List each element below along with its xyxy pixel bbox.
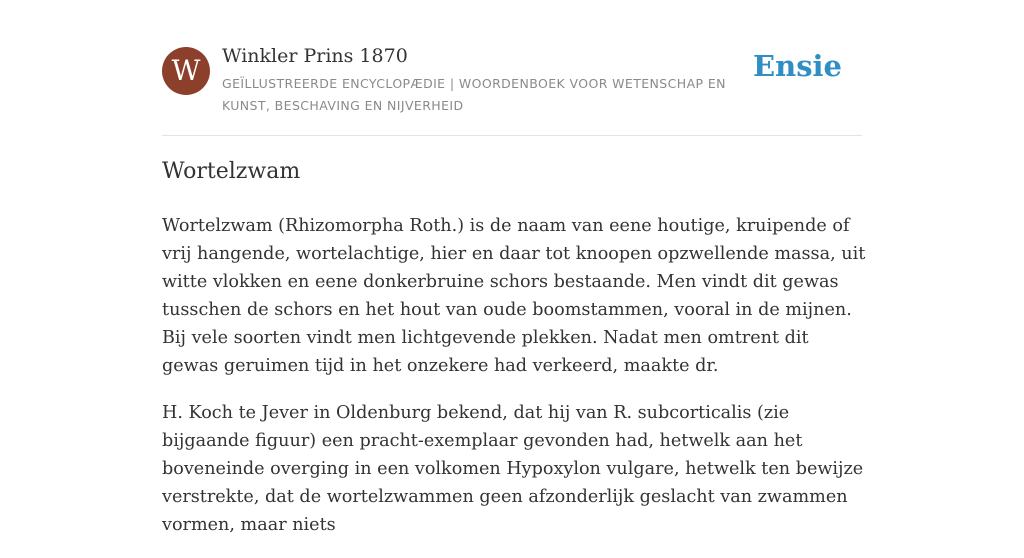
entry-paragraph: Wortelzwam (Rhizomorpha Roth.) is de naam van eene houtige, kruipende of vrij hangende, wortelachtige, hier en daar tot knoopen opzwellende massa, uit witte vlokken en eene donkerbruine schors bestaande. Men vindt dit gewas tusschen de schors en het hout van oude boomstammen, vooral in de mijnen. Bij vele soorten vindt men lichtgevende plekken. Nadat men omtrent dit gewas geruimen tijd in het onzekere had verkeerd, maakte dr. — [162, 216, 866, 376]
source-header — [162, 44, 862, 136]
entry-body — [162, 212, 867, 558]
ensie-logo-link[interactable]: Ensie — [753, 49, 842, 83]
entry-title: Wortelzwam — [162, 159, 301, 184]
source-title[interactable]: Winkler Prins 1870 — [222, 45, 408, 67]
source-subtitle: GEÏLLUSTREERDE ENCYCLOPÆDIE | WOORDENBOEK VOOR WETENSCHAP EN KUNST, BESCHAVING EN NIJVERHEID — [222, 76, 726, 113]
entry-paragraph: H. Koch te Jever in Oldenburg bekend, dat hij van R. subcorticalis (zie bijgaande figuur) een pracht-exemplaar gevonden had, hetwelk aan het boveneinde overging in een volkomen Hypoxylon vulgare, hetwelk ten bewijze verstrekte, dat de wortelzwammen geen afzonderlijk geslacht van zwammen vormen, maar niets — [162, 403, 864, 535]
source-avatar[interactable]: W — [162, 47, 210, 95]
